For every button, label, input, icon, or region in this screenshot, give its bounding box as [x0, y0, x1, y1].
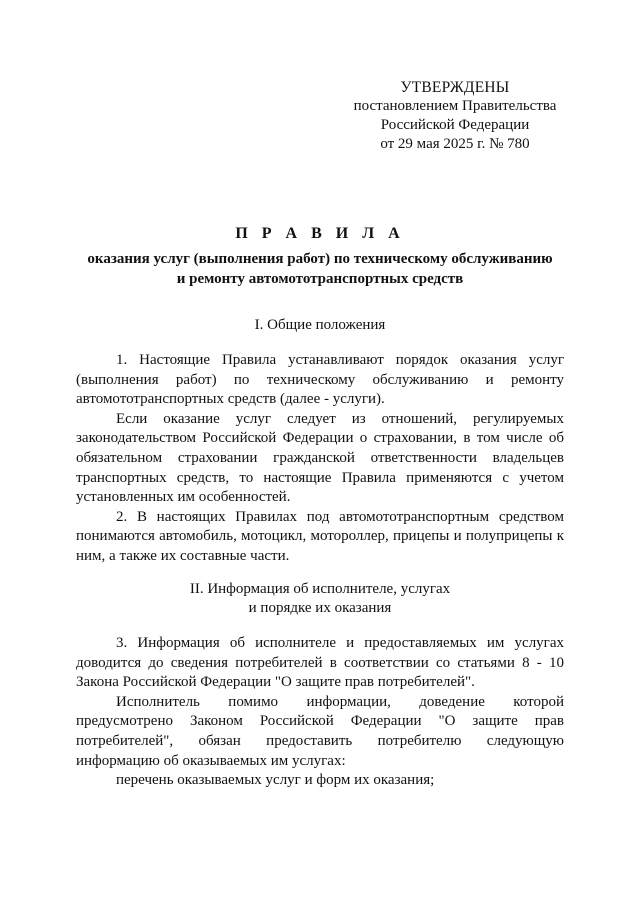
approval-line-1: постановлением Правительства	[353, 98, 557, 114]
subtitle-line-1: оказания услуг (выполнения работ) по техническому обслуживанию	[87, 251, 553, 267]
section-2-heading	[80, 580, 560, 618]
subtitle-line-2: и ремонту автомототранспортных средств	[176, 271, 464, 287]
section-1-body	[76, 351, 564, 567]
paragraph: Если оказание услуг следует из отношений, регулируемых законодательством Российской Федерации о страховании, в том числе об обязательном страховании гражданской ответственности владельцев транспортных средств, то настоящие Правила применяются с учетом установленных им особенностей.	[76, 410, 564, 506]
approval-line-3: от 29 мая 2025 г. № 780	[380, 136, 530, 152]
paragraph: 3. Информация об исполнителе и предоставляемых им услугах доводится до сведения потребителей в соответствии со статьями 8 - 10 Закона Российской Федерации "О защите прав потребителей".	[76, 635, 564, 691]
paragraph: Исполнитель помимо информации, доведение которой предусмотрено Законом Российской Федерации "О защите прав потребителей", обязан предоставить потребителю следующую информацию об оказываемых им услугах:	[76, 693, 564, 769]
paragraph: 2. В настоящих Правилах под автомототранспортным средством понимаются автомобиль, мотоцикл, мотороллер, прицепы и полуприцепы к ним, а также их составные части.	[76, 508, 564, 564]
approval-block	[340, 78, 570, 154]
paragraph: 1. Настоящие Правила устанавливают порядок оказания услуг (выполнения работ) по техническому обслуживанию и ремонту автомототранспортных средств (далее - услуги).	[76, 352, 564, 408]
approval-line-2: Российской Федерации	[380, 117, 530, 133]
section-1-heading: I. Общие положения	[254, 317, 386, 333]
document-title: П Р А В И Л А	[235, 225, 405, 242]
document-subtitle	[70, 249, 570, 289]
paragraph: перечень оказываемых услуг и форм их оказания;	[116, 772, 435, 789]
approval-heading: УТВЕРЖДЕНЫ	[400, 79, 510, 96]
section-2-heading-line-2: и порядке их оказания	[248, 600, 392, 616]
section-2-body	[76, 634, 564, 791]
section-2-heading-line-1: II. Информация об исполнителе, услугах	[189, 581, 451, 597]
